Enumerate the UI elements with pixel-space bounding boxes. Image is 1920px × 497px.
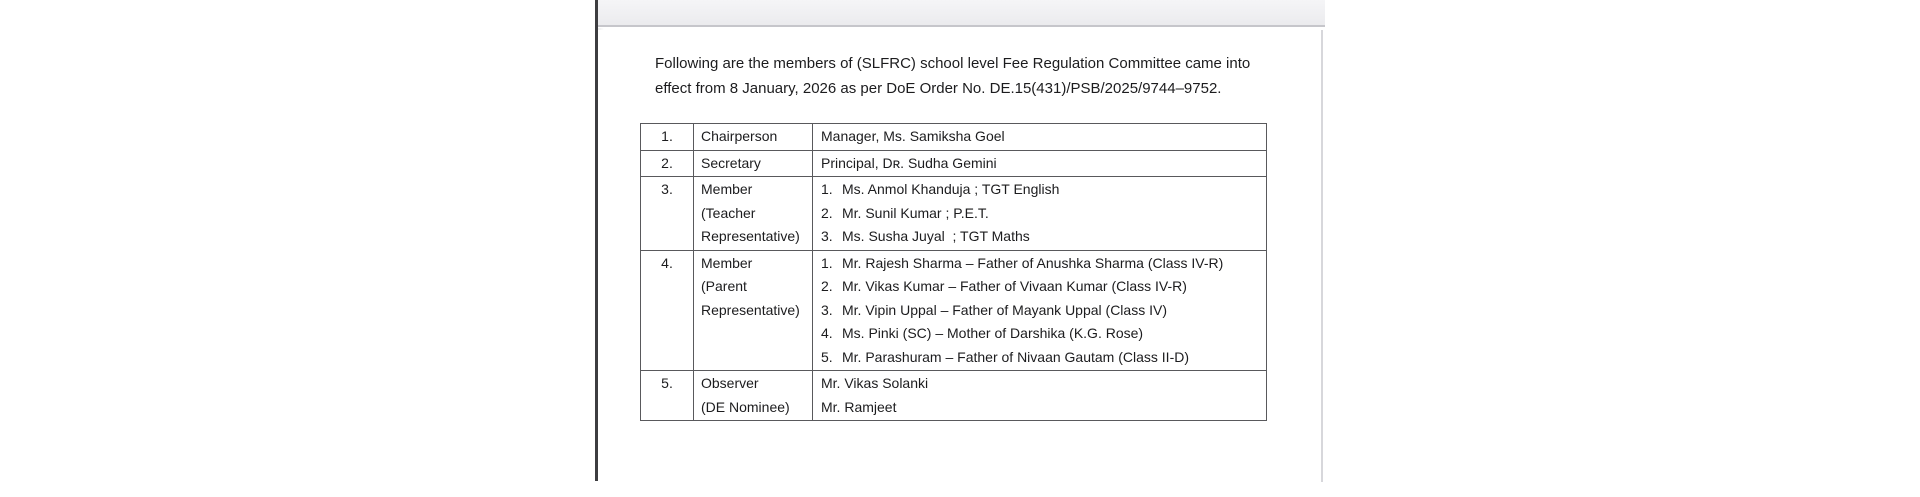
role-cell [694,151,813,177]
role-cell [694,177,813,250]
member-line [821,299,1262,323]
member-line [821,346,1262,370]
role-line: Member [701,254,753,271]
row-number-cell [641,371,694,420]
intro-line-1: Following are the members of (SLFRC) school level Fee Regulation Committee came into [655,55,1251,72]
member-text: Mr. Vikas Solanki [821,375,929,391]
row-number-cell [641,177,694,250]
page-top-margin-shade [598,0,1325,27]
row-number-cell [641,151,694,177]
member-number: 3. [821,228,833,244]
table-row [641,251,1266,372]
member-text: Mr. Ramjeet [821,398,897,415]
member-line [821,322,1262,346]
table-row [641,177,1266,251]
row-number: 5. [661,375,673,391]
row-number: 2. [661,154,673,171]
member-text: Mr. Parashuram – Father of Nivaan Gautam (Class II-D) [842,348,1189,365]
member-line [821,372,1262,396]
member-number: 4. [821,325,833,341]
row-number: 1. [661,128,673,144]
role-line: (Teacher [701,204,756,221]
member-text: Mr. Rajesh Sharma – Father of Anushka Sharma (Class IV-R) [842,254,1224,271]
role-line: Chairperson [701,128,778,144]
member-text: Ms. Pinki (SC) – Mother of Darshika (K.G. Rose) [842,325,1144,341]
row-number-cell [641,251,694,371]
member-text: Ms. Anmol Khanduja ; TGT English [842,181,1060,197]
table-row [641,124,1266,151]
member-line [821,202,1262,226]
role-cell [694,124,813,150]
role-line: Observer [701,375,759,391]
member-text: Principal, Dʀ. Sudha Gemini [821,154,997,171]
members-cell [813,177,1266,250]
row-number: 4. [661,254,673,271]
members-cell [813,371,1266,420]
member-line [821,225,1262,249]
members-cell [813,151,1266,177]
member-number: 2. [821,204,833,221]
role-cell [694,371,813,420]
role-cell [694,251,813,371]
role-line: Member [701,181,753,197]
members-cell [813,124,1266,150]
member-line [821,275,1262,299]
role-line: Representative) [701,228,800,244]
table-row [641,151,1266,178]
role-line: (Parent [701,278,747,294]
member-line [821,178,1262,202]
member-number: 2. [821,278,833,294]
member-text: Ms. Susha Juyal ; TGT Maths [842,228,1030,244]
member-line [821,396,1262,420]
member-line [821,152,1262,176]
member-number: 1. [821,181,833,197]
role-line: (DE Nominee) [701,398,790,415]
member-text: Manager, Ms. Samiksha Goel [821,128,1005,144]
member-text: Mr. Vipin Uppal – Father of Mayank Uppal (Class IV) [842,301,1167,318]
role-line: Representative) [701,301,800,318]
committee-table [640,123,1267,421]
intro-paragraph [655,51,1250,101]
document-page [598,30,1323,482]
intro-line-2: effect from 8 January, 2026 as per DoE Order No. DE.15(431)/PSB/2025/9744–9752. [655,80,1222,97]
member-line [821,125,1262,149]
role-line: Secretary [701,154,761,171]
members-cell [813,251,1266,371]
member-number: 1. [821,254,833,271]
member-text: Mr. Vikas Kumar – Father of Vivaan Kumar (Class IV-R) [842,278,1187,294]
member-text: Mr. Sunil Kumar ; P.E.T. [842,204,989,221]
member-line [821,252,1262,276]
row-number: 3. [661,181,673,197]
member-number: 5. [821,348,833,365]
row-number-cell [641,124,694,150]
member-number: 3. [821,301,833,318]
table-row [641,371,1266,420]
